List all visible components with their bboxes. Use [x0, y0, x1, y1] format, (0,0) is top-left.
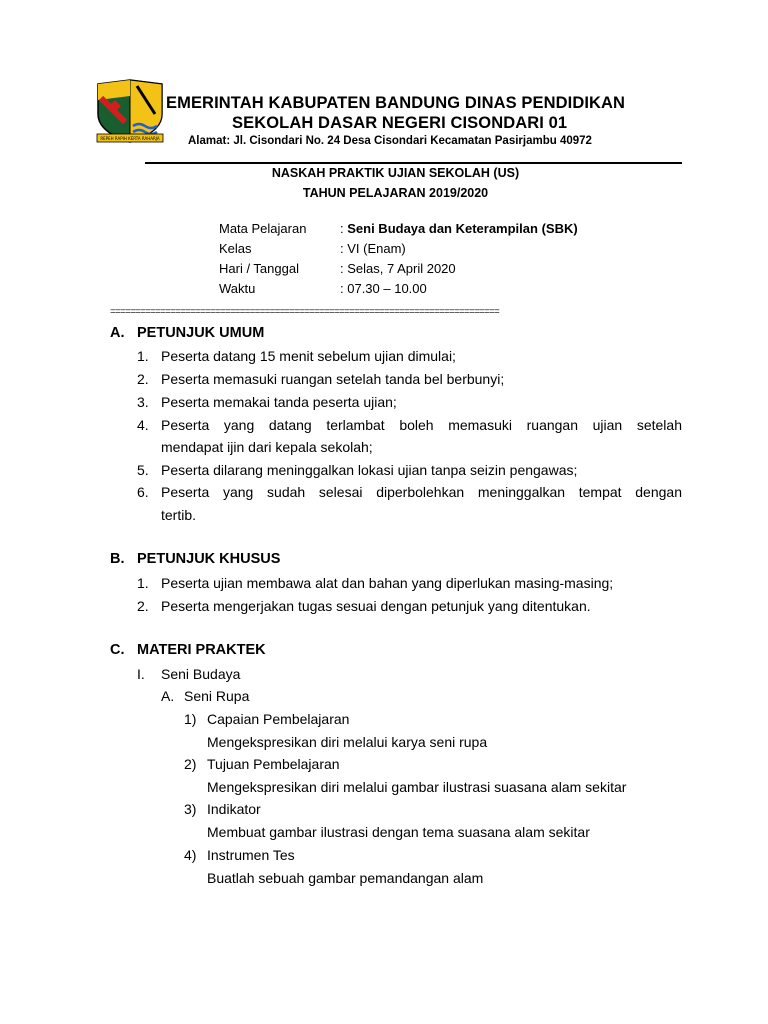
list-item: 1. Peserta ujian membawa alat dan bahan yang diperlukan masing-masing; — [137, 575, 614, 591]
header-school-name: SEKOLAH DASAR NEGERI CISONDARI 01 — [232, 114, 568, 132]
point-number: 4) — [184, 847, 197, 863]
point-description: Buatlah sebuah gambar pemandangan alam — [207, 870, 484, 886]
info-row-class — [0, 241, 768, 259]
info-row-time — [0, 281, 768, 299]
header-line-1: EMERINTAH KABUPATEN BANDUNG DINAS PENDIDIKAN — [166, 94, 626, 112]
point-number: 1) — [184, 711, 197, 727]
bandung-emblem-logo — [95, 76, 165, 146]
info-label: Kelas — [219, 241, 252, 256]
section-c-heading: C. MATERI PRAKTEK — [110, 642, 266, 658]
header-divider — [145, 162, 682, 164]
document-year: TAHUN PELAJARAN 2019/2020 — [302, 186, 489, 200]
info-label: Hari / Tanggal — [219, 261, 299, 276]
point-title: Indikator — [207, 801, 261, 817]
point-description: Mengekspresikan diri melalui karya seni rupa — [207, 734, 488, 750]
sub-item-text: Seni Rupa — [184, 688, 250, 704]
roman-item-number: I. — [137, 666, 145, 682]
info-value: : VI (Enam) — [340, 241, 406, 256]
info-value: : Selas, 7 April 2020 — [340, 261, 456, 276]
info-label: Mata Pelajaran — [219, 221, 307, 236]
list-item: 6. Peserta yang sudah selesai diperbolehkan meninggalkan tempat dengan tertib. — [137, 484, 682, 523]
info-value: : 07.30 – 10.00 — [340, 281, 427, 296]
info-row-subject — [0, 221, 768, 239]
info-value: : Seni Budaya dan Keterampilan (SBK) — [340, 221, 578, 236]
document-title: NASKAH PRAKTIK UJIAN SEKOLAH (US) — [271, 166, 520, 180]
sub-item-letter: A. — [161, 688, 175, 704]
list-item: 5. Peserta dilarang meninggalkan lokasi ujian tanpa seizin pengawas; — [137, 462, 578, 478]
roman-item-text: Seni Budaya — [161, 666, 241, 682]
point-number: 2) — [184, 756, 197, 772]
list-item: 2. Peserta mengerjakan tugas sesuai dengan petunjuk yang ditentukan. — [137, 598, 591, 614]
section-a-heading: A. PETUNJUK UMUM — [110, 325, 265, 341]
point-description: Membuat gambar ilustrasi dengan tema suasana alam sekitar — [207, 824, 590, 840]
info-label: Waktu — [219, 281, 256, 296]
section-b-heading: B. PETUNJUK KHUSUS — [110, 551, 281, 567]
separator-line: ============================================================================== — [110, 306, 500, 317]
list-item: 2. Peserta memasuki ruangan setelah tanda bel berbunyi; — [137, 371, 505, 387]
info-row-date — [0, 261, 768, 279]
point-title: Instrumen Tes — [207, 847, 295, 863]
list-item: 3. Peserta memakai tanda peserta ujian; — [137, 394, 397, 410]
point-description: Mengekspresikan diri melalui gambar ilustrasi suasana alam sekitar — [207, 779, 627, 795]
point-number: 3) — [184, 801, 197, 817]
header-address: Alamat: Jl. Cisondari No. 24 Desa Cisondari Kecamatan Pasirjambu 40972 — [188, 135, 592, 147]
list-item: 1. Peserta datang 15 menit sebelum ujian dimulai; — [137, 348, 456, 364]
svg-text:REPEH RAPIH KERTA RAHARJA: REPEH RAPIH KERTA RAHARJA — [100, 136, 160, 141]
point-title: Tujuan Pembelajaran — [207, 756, 340, 772]
list-item: 4. Peserta yang datang terlambat boleh memasuki ruangan ujian setelah mendapat ijin dari kepala sekolah; — [137, 417, 682, 455]
point-title: Capaian Pembelajaran — [207, 711, 350, 727]
